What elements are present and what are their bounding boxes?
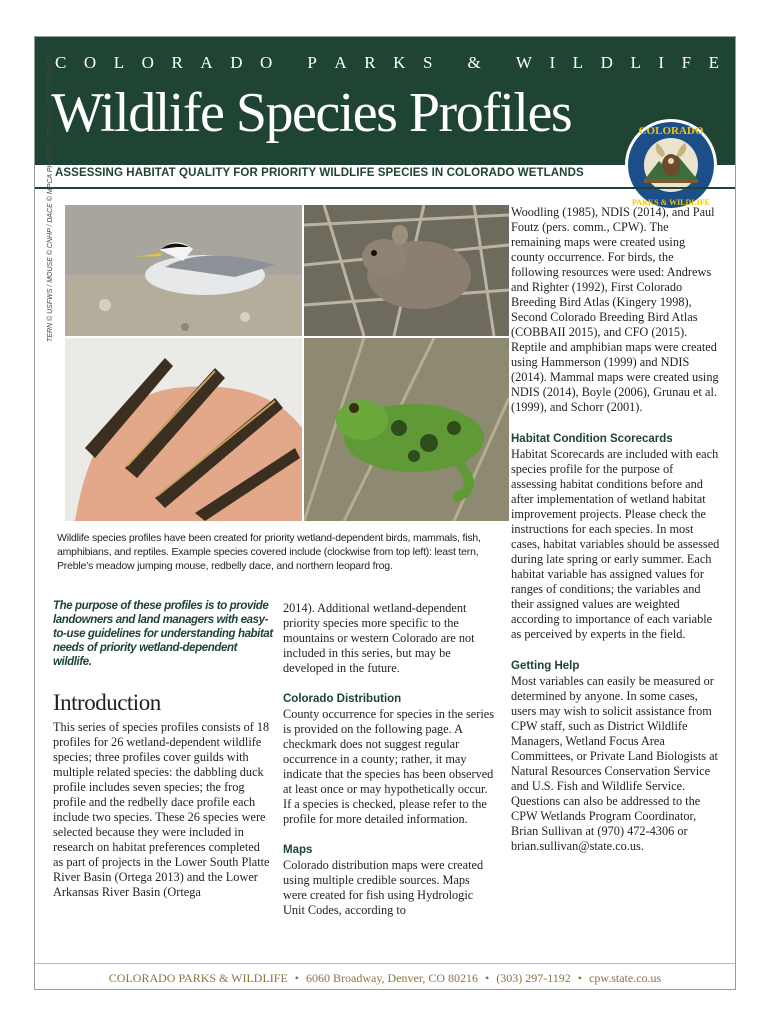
org-letter: R bbox=[171, 53, 183, 72]
footer bbox=[35, 971, 735, 986]
org-letter: S bbox=[422, 53, 433, 72]
org-letter: I bbox=[549, 53, 556, 72]
org-letter: O bbox=[141, 53, 154, 72]
org-letter: R bbox=[364, 53, 376, 72]
photo-credit: TERN © USFWS / MOUSE © CNHP / DACE © MPCA PHOTOS / FROG © KEITH PENNER bbox=[47, 55, 54, 342]
svg-text:PARKS & WILDLIFE: PARKS & WILDLIFE bbox=[632, 198, 710, 207]
introduction-heading: Introduction bbox=[53, 690, 161, 715]
org-letter: A bbox=[334, 53, 347, 72]
org-letter: F bbox=[681, 53, 692, 72]
org-letter: O bbox=[83, 53, 97, 72]
org-letter: A bbox=[200, 53, 213, 72]
footer-org: COLORADO PARKS & WILDLIFE bbox=[108, 971, 288, 985]
footer-address: 6060 Broadway, Denver, CO 80216 bbox=[306, 971, 479, 985]
pull-quote: The purpose of these profiles is to provide landowners and land managers with easy-to-use guidelines for understanding habitat needs of priority wetland-dependent wildlife. bbox=[53, 600, 273, 668]
scorecards-heading: Habitat Condition Scorecards bbox=[511, 433, 673, 445]
page-title: Wildlife Species Profiles bbox=[51, 82, 572, 144]
org-letter: P bbox=[307, 53, 317, 72]
getting-help-text: Most variables can easily be measured or determined by anyone. In some cases, users may wish to solicit assistance from CPW staff, such as District Wildlife Managers, Wetland Focus Area Committees, or Private Land Biologists at Natural Resources Conservation Service and U.S. Fish and Wildlife Service. Questions can also be addressed to the CPW Wetlands Program Coordinator, Brian Sullivan at (970) 472-4306 or brian.sullivan@state.co.us. bbox=[511, 674, 718, 853]
least-tern-photo bbox=[65, 205, 302, 336]
footer-rule bbox=[35, 963, 735, 964]
org-letter: D bbox=[600, 53, 613, 72]
document-page bbox=[34, 36, 736, 990]
org-letter: I bbox=[658, 53, 665, 72]
page-subtitle: ASSESSING HABITAT QUALITY FOR PRIORITY WILDLIFE SPECIES IN COLORADO WETLANDS bbox=[55, 167, 584, 179]
column-2 bbox=[283, 601, 495, 918]
svg-text:COLORADO: COLORADO bbox=[638, 125, 704, 137]
leopard-frog-photo bbox=[304, 338, 509, 521]
maps-text: Colorado distribution maps were created using multiple credible sources. Maps were created for fish using Hydrologic Unit Codes, according to bbox=[283, 858, 484, 917]
photo-caption: Wildlife species profiles have been created for priority wetland-dependent birds, mammals, fish, amphibians, and reptiles. Example species covered include (clockwise from top left): least tern, Preble’s meadow jumping mouse, redbelly dace, and northern leopard frog. bbox=[57, 532, 481, 572]
org-letter: & bbox=[467, 53, 481, 72]
footer-separator: • bbox=[485, 971, 490, 985]
footer-website[interactable]: cpw.state.co.us bbox=[589, 971, 662, 985]
column-1 bbox=[53, 599, 273, 900]
org-letter: L bbox=[113, 53, 125, 72]
org-letter: W bbox=[515, 53, 532, 72]
org-letter: C bbox=[55, 53, 67, 72]
org-name bbox=[55, 53, 719, 75]
scorecards-text: Habitat Scorecards are included with each species profile for the purpose of assessing habitat conditions before and after implementation of wetland habitat improvement projects. Please check the instructions for each species. In most cases, habitat variables should be assessed during late spring or early summer. Each habitat variable has assigned values for ranges of conditions; the variables and their assigned values are weighted according to importance of each variable as perceived by experts in the field. bbox=[511, 447, 720, 641]
header-rule bbox=[35, 187, 735, 189]
cpw-logo bbox=[623, 117, 719, 213]
org-letter: L bbox=[630, 53, 641, 72]
redbelly-dace-photo bbox=[65, 338, 302, 521]
org-letter: O bbox=[260, 53, 273, 72]
column-3 bbox=[511, 205, 721, 854]
org-letter: D bbox=[230, 53, 243, 72]
footer-separator: • bbox=[577, 971, 582, 985]
footer-separator: • bbox=[294, 971, 299, 985]
photo-collage bbox=[65, 205, 509, 521]
introduction-text: This series of species profiles consists of 18 profiles for 26 wetland-dependent wildlife species; three profiles cover guilds with multiple related species: the dabbling duck profile includes seven species; the frog profile and the redbelly dace profile each include two species. These 26 species were selected because they were included in research on habitat preferences completed as part of projects in the Lower South Platte River Basin (Ortega 2013) and the Lower Arkansas River Basin (Ortega bbox=[53, 720, 270, 899]
distribution-heading: Colorado Distribution bbox=[283, 693, 402, 705]
jumping-mouse-photo bbox=[304, 205, 509, 336]
org-letter: E bbox=[708, 53, 719, 72]
org-letter: K bbox=[393, 53, 406, 72]
sources-text: Woodling (1985), NDIS (2014), and Paul Foutz (pers. comm., CPW). The remaining maps were created using county occurrence. For birds, the following resources were used: Andrews and Righter (1992), First Colorado Breeding Bird Atlas (Kingery 1998), Second Colorado Breeding Bird Atlas (COBBAII 2015), and CFO (2015). Reptile and amphibian maps were created using Hammerson (1999) and NDIS (2014). Mammal maps were created using NDIS (2014), Boyle (2006), Grunau et al. (1999), and Schorr (2001). bbox=[511, 205, 719, 414]
getting-help-heading: Getting Help bbox=[511, 660, 580, 672]
maps-heading: Maps bbox=[283, 844, 313, 856]
continued-text: 2014). Additional wetland-dependent priority species more specific to the mountains or western Colorado are not included in this series, but may be developed in the future. bbox=[283, 601, 475, 675]
org-letter: L bbox=[572, 53, 584, 72]
distribution-text: County occurrence for species in the series is provided on the following page. A checkmark does not suggest regular occurrence in a county; rather, it may indicate that the species has been observed at least once or may hypothetically occur. If a species is checked, please refer to the profile for more detailed information. bbox=[283, 707, 495, 826]
footer-phone: (303) 297-1192 bbox=[496, 971, 571, 985]
